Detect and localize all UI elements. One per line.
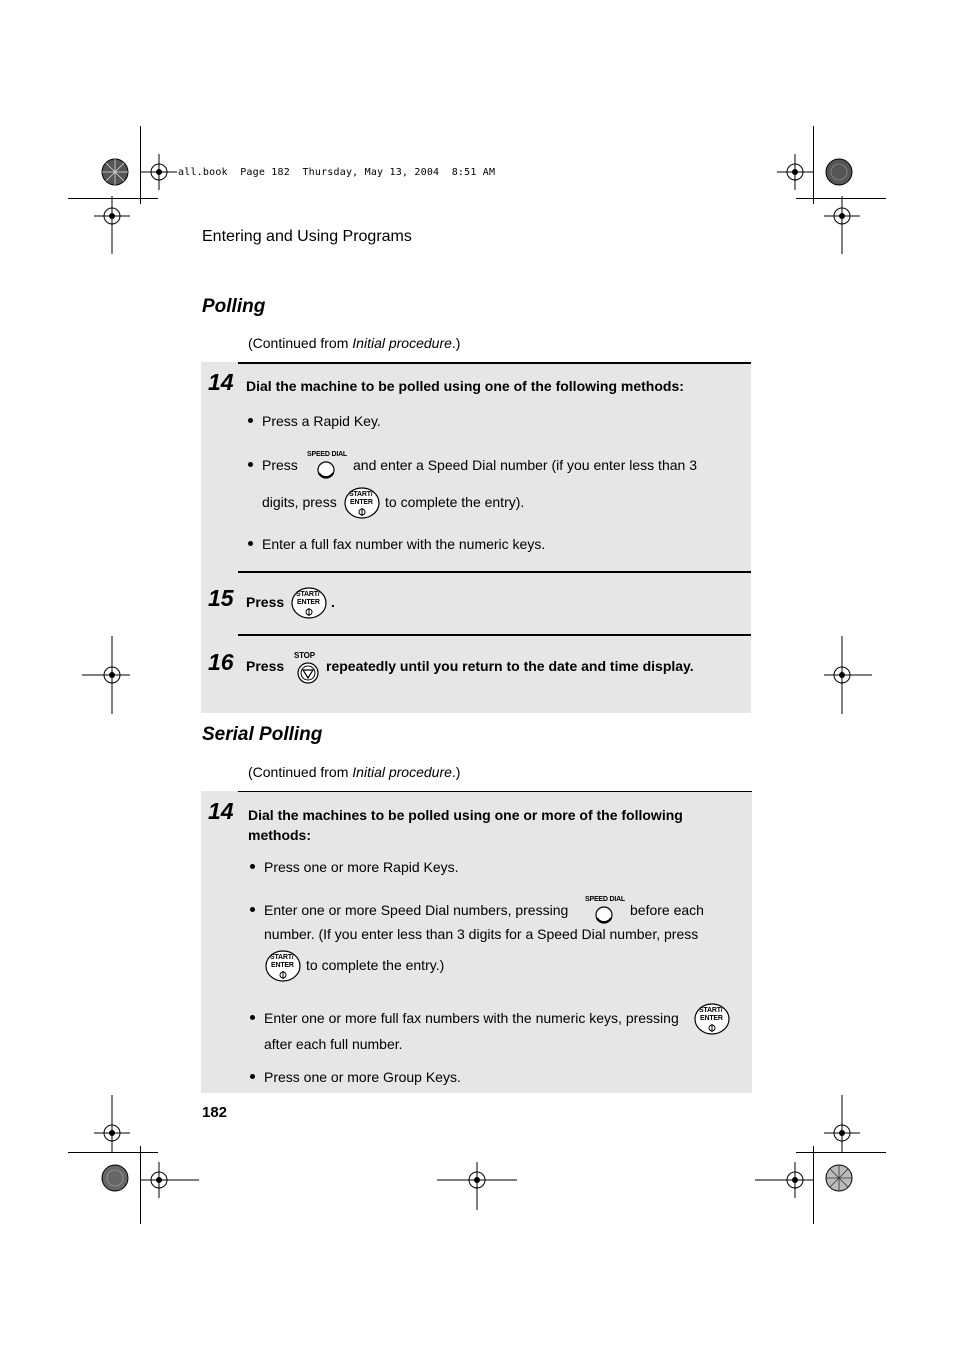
list-item: Press one or more Rapid Keys. bbox=[264, 859, 459, 875]
section-title-serial-polling: Serial Polling bbox=[202, 724, 323, 745]
stop-key: STOP bbox=[292, 651, 324, 685]
step-instruction: Dial the machine to be polled using one of the following methods: bbox=[246, 378, 684, 394]
registration-rosette-icon bbox=[100, 157, 130, 187]
step-number: 14 bbox=[208, 369, 234, 395]
step-number: 14 bbox=[208, 798, 234, 824]
print-stamp: all.book Page 182 Thursday, May 13, 2004 8:51 AM bbox=[178, 167, 496, 178]
start-enter-key: START/ ENTER bbox=[264, 950, 302, 984]
list-item: Press one or more Group Keys. bbox=[264, 1069, 461, 1085]
step-instruction-continued: methods: bbox=[248, 827, 311, 843]
bullet-icon bbox=[248, 462, 253, 467]
section-title-polling: Polling bbox=[202, 296, 266, 317]
list-item-continued: to complete the entry). bbox=[385, 494, 525, 510]
crosshair-mark-icon bbox=[94, 1095, 130, 1155]
crosshair-mark-icon bbox=[82, 636, 142, 714]
crosshair-mark-icon bbox=[141, 1162, 199, 1198]
list-item-continued: to complete the entry.) bbox=[306, 957, 445, 973]
step-instruction-end: . bbox=[331, 594, 335, 610]
speed-dial-button-icon bbox=[316, 460, 336, 480]
crosshair-mark-icon bbox=[824, 1095, 860, 1155]
list-item: Press bbox=[262, 457, 298, 473]
list-item: Enter one or more full fax numbers with the numeric keys, pressing bbox=[264, 1010, 679, 1026]
registration-rosette-icon bbox=[824, 157, 854, 187]
bullet-icon bbox=[250, 1074, 255, 1079]
list-item: Enter one or more Speed Dial numbers, pressing bbox=[264, 902, 569, 918]
crosshair-mark-icon bbox=[141, 154, 177, 190]
step-divider bbox=[238, 791, 752, 792]
crosshair-mark-icon bbox=[437, 1162, 517, 1210]
bullet-icon bbox=[250, 864, 255, 869]
step-divider bbox=[238, 571, 751, 573]
step-number: 15 bbox=[208, 585, 234, 611]
crosshair-mark-icon bbox=[755, 1162, 813, 1198]
page-number: 182 bbox=[202, 1104, 228, 1121]
step-divider bbox=[238, 362, 751, 364]
registration-rosette-icon bbox=[100, 1163, 130, 1193]
list-item-continued: after each full number. bbox=[264, 1036, 403, 1052]
crosshair-mark-icon bbox=[94, 196, 130, 256]
list-item: Press a Rapid Key. bbox=[262, 413, 381, 429]
list-item-continued: number. (If you enter less than 3 digits for a Speed Dial number, press bbox=[264, 926, 699, 942]
step-instruction: Press bbox=[246, 658, 285, 674]
step-instruction-continued: repeatedly until you return to the date and time display. bbox=[326, 658, 694, 674]
list-item-continued: before each bbox=[630, 902, 704, 918]
bullet-icon bbox=[248, 418, 253, 423]
continued-note: (Continued from Initial procedure.) bbox=[248, 764, 461, 780]
list-item-continued: digits, press bbox=[262, 494, 337, 510]
list-item-continued: and enter a Speed Dial number (if you enter less than 3 bbox=[353, 457, 697, 473]
step-instruction: Press bbox=[246, 594, 285, 610]
list-item: Enter a full fax number with the numeric keys. bbox=[262, 536, 546, 552]
crosshair-mark-icon bbox=[777, 154, 813, 190]
start-enter-key: START/ ENTER bbox=[343, 487, 381, 521]
running-head: Entering and Using Programs bbox=[202, 228, 412, 245]
crosshair-mark-icon bbox=[812, 636, 872, 714]
crosshair-mark-icon bbox=[824, 196, 860, 256]
start-enter-key: START/ ENTER bbox=[693, 1003, 731, 1037]
speed-dial-key: SPEED DIAL bbox=[583, 896, 625, 928]
bullet-icon bbox=[250, 907, 255, 912]
step-instruction: Dial the machines to be polled using one or more of the following bbox=[248, 807, 683, 823]
bullet-icon bbox=[248, 541, 253, 546]
step-number: 16 bbox=[208, 649, 234, 675]
step-divider bbox=[238, 634, 751, 636]
stop-button-icon bbox=[296, 661, 320, 685]
start-enter-key: START/ ENTER bbox=[290, 587, 328, 621]
bullet-icon bbox=[250, 1015, 255, 1020]
speed-dial-key: SPEED DIAL bbox=[305, 451, 347, 483]
continued-note: (Continued from Initial procedure.) bbox=[248, 335, 461, 351]
registration-rosette-icon bbox=[824, 1163, 854, 1193]
